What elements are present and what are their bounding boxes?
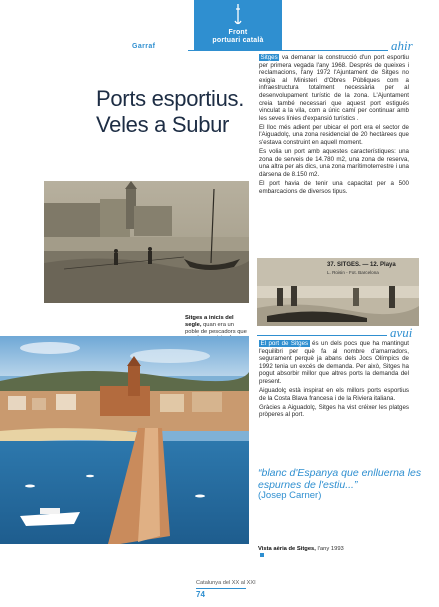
divider [188, 50, 388, 51]
divider [257, 335, 387, 336]
postcard-title: 37. SITGES. — 12. Playa [327, 262, 396, 268]
divider [196, 588, 246, 589]
pull-quote-author: (Josep Carner) [258, 490, 322, 501]
avui-text: El port de Sitges és un dels pocs que ha mantingut l'equilibri per què fa al nombre d'amarradors, segurament perquè ja abans dels Jocs Olímpics de 1992 tenia un excés de demanda. Per això, Sitges ha pogut absorbir millor que altres ports la demanda del present. Aiguadolç està inspirat en els millors ports esportius de la Costa Blava francesa i de la Riviera italiana. Gràcies a Aiguadolç, Sitges ha vist créixer les platges pròperes al port. [259, 340, 409, 419]
photo-old-sitges [44, 181, 249, 303]
anchor-icon [233, 3, 243, 27]
footer-book-title: Catalunya del XX al XXI [196, 580, 256, 586]
photo-aerial-sitges [0, 336, 249, 544]
postcard-subtitle: L. Roisin - Fot. Barcelona [327, 270, 379, 275]
photo-postcard [257, 258, 419, 326]
bullet-square-icon [260, 553, 264, 557]
page-title: Ports esportius. Veles a Subur [96, 86, 245, 137]
ahir-text: Sitges va demanar la construcció d'un port esportiu per primera vegada l'any 1968. Després de queixes i reclamacions, l'any 1972 l'Ajuntament de Sitges no exigia al Ministeri d'Obres Públiques com a infraestructura totalment necessària per al desenvolupament turístic de la zona. L'Ajuntament creia també necessari que aquest port estigués vinculat a la vila, com a únic camí per continuar amb les seves línies d'expansió turístics . El lloc més adient per ubicar el port era el sector de l'Aiguadolç, una zona residencial de 20 hectàrees que s'estava construint en aquell moment. Es volia un port amb aquestes característiques: una zona de serveis de 14.780 m2, una zona de reserva, una altra per als dics, una zona marítimoterrestre i una dàrsena de 8.150 m2. El port havia de tenir una capacitat per a 500 embarcacions de diversos tipus. [259, 54, 409, 195]
pull-quote: “blanc d'Espanya que enlluerna les espurnes de l'estiu...” [258, 467, 422, 491]
ahir-heading: ahir [391, 38, 413, 53]
photo-caption-aerial: Vista aèria de Sitges, l'any 1993 [258, 546, 348, 560]
photo-caption-old-sitges: Sitges a inicis del segle, quan era un poble de pescadors que [185, 315, 249, 356]
avui-heading: avui [390, 325, 413, 340]
page-number: 74 [196, 590, 205, 599]
section-tab-label: Front portuari català [212, 29, 264, 44]
region-label: Garraf [132, 43, 156, 50]
section-tab [194, 0, 282, 50]
